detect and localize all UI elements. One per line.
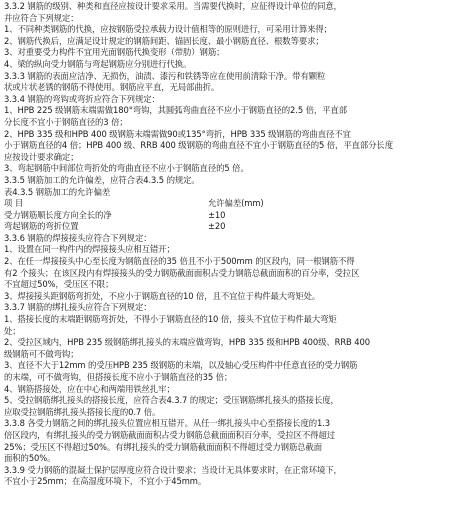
text-line: 级钢筋可不做弯钩； [4, 348, 79, 359]
text-line: 应取受拉钢筋绑扎接头搭接长度的0.7 倍。 [4, 406, 161, 417]
text-line: 3、焊接接头距钢筋弯折处，不应小于钢筋直径的10 倍，且不宜位于构件最大弯矩处。 [4, 290, 321, 301]
text-line: 3.3.2 钢筋的级别、种类和直径应按设计要求采用。当需要代换时，应征得设计单位的同意， [4, 1, 342, 11]
text-line: 3.3.4 钢筋的弯钩或弯折应符合下列规定： [4, 93, 160, 104]
text-line: 不宜小于25mm；在高湿度环境下，不宜小于45mm。 [4, 476, 207, 487]
text-line: 3.3.7 钢筋的绑扎接头应符合下列规定： [4, 302, 152, 313]
text-line: 应按设计要求确定； [4, 151, 79, 162]
table-header-tolerance: 允许偏差(mm) [208, 198, 264, 209]
text-line: 3.3.9 受力钢筋的混凝土保护层厚度应符合设计要求；当设计无具体要求时，在正常环境下， [4, 464, 342, 475]
text-line: 倍区段内，有绑扎接头的受力钢筋截面面积占受力钢筋总截面面积百分率，受拉区不得超过 [4, 429, 335, 440]
table-header-item: 项 目 [4, 198, 24, 209]
text-line: 1、搭接长度的末端距钢筋弯折处，不得小于钢筋直径的10 倍，接头不宜位于构件最大弯矩 [4, 314, 337, 325]
text-line: 2、钢筋代换后，应满足设计规定的钢筋间距、锚固长度、最小钢筋直径、根数等要求； [4, 35, 324, 46]
text-line: 3.3.8 各受力钢筋之间的绑扎接头位置应相互错开。从任一绑扎接头中心至搭接长度的1.3 [4, 418, 331, 429]
text-line: 4、钢筋搭接处，应在中心和两端用铁丝扎牢； [4, 383, 175, 394]
text-line: 状或片状老锈的钢筋不得使用。钢筋应平直，无局部曲折。 [4, 82, 220, 93]
text-line: 25%；受压区不得超过50%。有绑扎接头的受力钢筋截面面积不得超过受力钢筋总截面 [4, 441, 322, 452]
table-cell-item: 受力钢筋顺长度方向全长的净 [4, 209, 112, 220]
text-line: 3、直径不大于12mm 的受压HPB 235 级钢筋的末端，以及轴心受压构件中任意直径的受力钢筋 [4, 360, 358, 371]
text-line: 表4.3.5 钢筋加工的允许偏差 [4, 186, 111, 197]
text-line: 1、HPB 225 级钢筋末端需做180°弯钩，其圆弧弯曲直径不应小于钢筋直径的2.5 倍，平直部 [4, 105, 347, 116]
text-line: 3、对重要受力构件不宜用光面钢筋代换变形（带肋）钢筋； [4, 47, 225, 58]
table-row [4, 210, 264, 222]
text-line: 2、在任一焊接接头中心至长度为钢筋直径的35 倍且不小于500mm 的区段内，同一根钢筋不得 [4, 256, 355, 267]
text-block-after-table [4, 233, 468, 488]
text-line: 并应符合下列规定： [4, 12, 79, 23]
text-line: 1、不同种类钢筋的代换，应按钢筋受拉承载力设计值相等的原则进行，可采用计算来得； [4, 24, 332, 35]
table-header-row [4, 198, 264, 210]
text-line: 3.3.3 钢筋的表面应洁净、无损伤，油渍、漆污和铁锈等应在使用前清除干净。带有颗粒 [4, 70, 326, 81]
text-block-before-table [4, 1, 468, 198]
text-line: 面积的50%。 [4, 453, 56, 464]
text-line: 小于钢筋直径的4 倍；HPB 400 级、RRB 400 级钢筋的弯曲直径不宜小于钢筋直径的5 倍，平直部分长度 [4, 140, 393, 151]
text-line: 4、梁的纵向受力钢筋与弯起钢筋应分别进行代换。 [4, 58, 192, 69]
text-line: 3.3.6 钢筋的焊接接头应符合下列规定： [4, 232, 152, 243]
table-cell-item: 弯起钢筋的弯折位置 [4, 221, 79, 232]
table-cell-tolerance: ±10 [208, 209, 226, 220]
text-line: 处； [4, 325, 21, 336]
text-line: 不宜超过50%，受压区不限； [4, 279, 114, 290]
table-row [4, 221, 264, 233]
table-cell-tolerance: ±20 [208, 221, 226, 232]
text-line: 分长度不宜小于钢筋直径的3 倍； [4, 116, 128, 127]
text-line: 3、弯起钢筋中间部位弯折处的弯曲直径不应小于钢筋直径的5 倍。 [4, 163, 249, 174]
text-line: 2、HPB 335 级和HPB 400 级钢筋末端需做90或135°弯折，HPB 335 级钢筋的弯曲直径不宜 [4, 128, 351, 139]
text-line: 5、受拉钢筋绑扎接头的搭接长度，应符合表4.3.7 的规定；受压钢筋绑扎接头的搭接长度， [4, 395, 339, 406]
tolerance-table [4, 198, 264, 233]
text-line: 有2 个接头；在该区段内有焊接接头的受力钢筋截面面积占受力钢筋总截面面积的百分率，受拉区 [4, 267, 360, 278]
text-line: 2、受拉区域内，HPB 235 级钢筋绑扎接头的末端应做弯钩，HPB 335 级和HPB 400级、RRB 400 [4, 337, 370, 348]
text-line: 1、设置在同一构件内的焊接接头应相互错开； [4, 244, 175, 255]
text-line: 的末端，可不做弯钩，但搭接长度不应小于钢筋直径的35 倍； [4, 372, 233, 382]
text-line: 3.3.5 钢筋加工的允许偏差，应符合表4.3.5 的规定。 [4, 174, 200, 185]
